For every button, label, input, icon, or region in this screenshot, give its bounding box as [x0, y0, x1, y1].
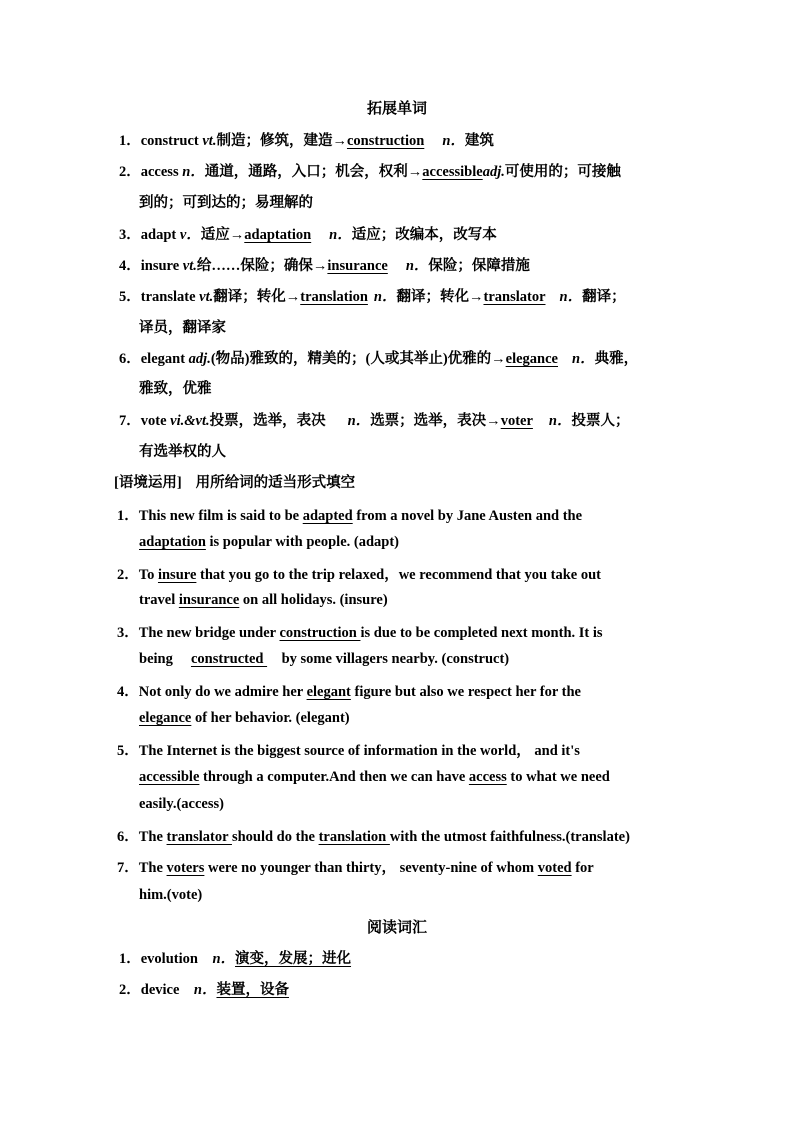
exercise-6 — [117, 825, 630, 846]
answer: accessible — [422, 164, 483, 180]
definition: 给……保险；确保→ — [196, 258, 328, 274]
part-of-speech: n． — [347, 413, 371, 429]
part-of-speech: n． — [572, 351, 595, 367]
sentence-text: 1．This new film is said to be — [117, 508, 303, 524]
sentence-text: for — [571, 860, 594, 876]
exercise-7 — [117, 856, 594, 877]
answer: translation — [300, 289, 368, 305]
part-of-speech: vt. — [182, 258, 197, 274]
part-of-speech: n． — [442, 133, 465, 149]
item-number: 1． — [119, 951, 141, 967]
definition: 典雅， — [594, 351, 639, 367]
answer: elegance — [139, 710, 192, 726]
exercise-3-continued — [139, 651, 509, 668]
answer: adapted — [302, 508, 353, 524]
definition: 翻译；转化→ — [213, 289, 301, 305]
sentence-text: from a novel by Jane Austen and the — [352, 508, 583, 524]
part-of-speech: n． — [373, 289, 397, 305]
sentence-text: 5．The Internet is the biggest source of information in the world， and it's — [117, 743, 580, 759]
exercise-4 — [117, 680, 581, 701]
vocab-item-6-continued: 雅致，优雅 — [139, 381, 212, 397]
item-number: 4． — [119, 258, 141, 274]
definition: 选票；选举，表决→ — [370, 413, 501, 429]
part-of-speech: vi.&vt. — [170, 413, 210, 429]
definition: 适应；改编本，改写本 — [351, 227, 497, 243]
definition: 保险；保障措施 — [428, 258, 530, 274]
vocab-item-2 — [119, 160, 621, 181]
part-of-speech: vt. — [202, 133, 217, 149]
answer: voted — [537, 860, 572, 876]
word: elegant — [140, 351, 189, 367]
definition: 翻译； — [582, 289, 626, 305]
exercise-5 — [117, 739, 580, 760]
vocab-item-5 — [119, 285, 626, 306]
answer: voter — [500, 413, 533, 429]
answer: construction — [346, 133, 425, 149]
sentence-text: 4．Not only do we admire her — [117, 684, 307, 700]
vocab-item-3 — [119, 223, 497, 244]
answer: elegance — [505, 351, 558, 367]
section-title-reading: 阅读词汇 — [366, 920, 427, 936]
sentence-text: figure but also we respect her for the — [350, 684, 581, 700]
part-of-speech: n． — [182, 164, 205, 180]
part-of-speech: n． — [193, 982, 217, 998]
sentence-text: travel — [139, 592, 179, 608]
vocab-item-1 — [119, 129, 494, 150]
sentence-text: of her behavior. (elegant) — [191, 710, 350, 726]
exercise-5-continued-2: easily.(access) — [139, 796, 224, 812]
part-of-speech: adj. — [482, 164, 505, 180]
part-of-speech: n． — [559, 289, 583, 305]
sentence-text: by some villagers nearby. (construct) — [267, 651, 510, 667]
reading-item-2 — [119, 978, 289, 999]
item-number: 1． — [119, 133, 141, 149]
answer: accessible — [139, 769, 200, 785]
item-number: 2． — [119, 982, 141, 998]
item-number: 3． — [119, 227, 141, 243]
definition: (物品)雅致的，精美的；(人或其举止)优雅的→ — [210, 351, 506, 367]
word: evolution — [140, 951, 213, 967]
answer: voters — [166, 860, 205, 876]
section-title-expand: 拓展单词 — [366, 101, 427, 117]
answer: elegant — [306, 684, 351, 700]
answer: 装置，设备 — [216, 982, 289, 998]
sentence-text: that you go to the trip relaxed，we recommend that you take out — [196, 567, 602, 583]
exercise-5-continued — [139, 769, 610, 786]
exercise-7-continued: him.(vote) — [139, 887, 203, 903]
answer: translator — [483, 289, 546, 305]
vocab-item-7 — [119, 409, 629, 430]
section-title-context — [114, 471, 355, 492]
part-of-speech: n． — [329, 227, 352, 243]
word: vote — [140, 413, 171, 429]
sentence-text: is due to be completed next month. It is — [360, 625, 603, 641]
part-of-speech: n． — [405, 258, 429, 274]
sentence-text: should do the — [231, 829, 319, 845]
sentence-text: is popular with people. (adapt) — [205, 534, 399, 550]
item-number: 6． — [119, 351, 141, 367]
context-label: [语境运用] — [114, 475, 182, 491]
word: translate — [140, 289, 200, 305]
exercise-1 — [117, 504, 582, 525]
definition: 翻译；转化→ — [396, 289, 484, 305]
word: adapt — [140, 227, 180, 243]
word: access — [140, 164, 183, 180]
vocab-item-4 — [119, 254, 530, 275]
word: insure — [140, 258, 183, 274]
part-of-speech: vt. — [199, 289, 214, 305]
sentence-text: through a computer.And then we can have — [199, 769, 469, 785]
item-number: 5． — [119, 289, 141, 305]
item-number: 2． — [119, 164, 141, 180]
answer: access — [468, 769, 507, 785]
definition: 可使用的；可接触 — [504, 164, 621, 180]
exercise-3 — [117, 621, 603, 642]
word: device — [140, 982, 194, 998]
sentence-text: were no younger than thirty， seventy-nine of whom — [204, 860, 538, 876]
sentence-text: 2．To — [117, 567, 158, 583]
sentence-text: to what we need — [506, 769, 610, 785]
vocab-item-6 — [119, 347, 638, 368]
vocab-item-7-continued: 有选举权的人 — [139, 444, 226, 460]
answer: insurance — [327, 258, 388, 274]
exercise-4-continued — [139, 710, 350, 727]
definition: 建筑 — [464, 133, 494, 149]
answer: construction — [279, 625, 361, 641]
sentence-text: 6．The — [117, 829, 167, 845]
sentence-text: on all holidays. (insure) — [239, 592, 388, 608]
answer: translation — [318, 829, 390, 845]
answer: translator — [166, 829, 232, 845]
answer: constructed — [190, 651, 268, 667]
definition: 投票人； — [571, 413, 630, 429]
answer: 演变，发展；进化 — [235, 951, 352, 967]
reading-item-1 — [119, 947, 351, 968]
definition: 投票，选举，表决 — [209, 413, 326, 429]
word: construct — [140, 133, 203, 149]
part-of-speech: adj. — [188, 351, 211, 367]
vocab-item-2-continued: 到的；可到达的；易理解的 — [139, 195, 313, 211]
answer: adaptation — [139, 534, 206, 550]
part-of-speech: n． — [212, 951, 236, 967]
exercise-1-continued — [139, 534, 399, 551]
answer: adaptation — [244, 227, 312, 243]
exercise-2 — [117, 563, 601, 584]
answer: insure — [157, 567, 197, 583]
part-of-speech: n． — [548, 413, 572, 429]
item-number: 7． — [119, 413, 141, 429]
definition: 适应→ — [200, 227, 245, 243]
exercise-2-continued — [139, 592, 388, 609]
part-of-speech: v． — [179, 227, 201, 243]
sentence-text: 7．The — [117, 860, 167, 876]
sentence-text: 3．The new bridge under — [117, 625, 280, 641]
sentence-text: being — [139, 651, 191, 667]
context-instruction: 用所给词的适当形式填空 — [195, 475, 356, 491]
answer: insurance — [178, 592, 240, 608]
definition: 制造；修筑，建造→ — [216, 133, 347, 149]
definition: 通道，通路，入口；机会，权利→ — [204, 164, 423, 180]
sentence-text: with the utmost faithfulness.(translate) — [389, 829, 630, 845]
vocab-item-5-continued: 译员，翻译家 — [139, 320, 226, 336]
